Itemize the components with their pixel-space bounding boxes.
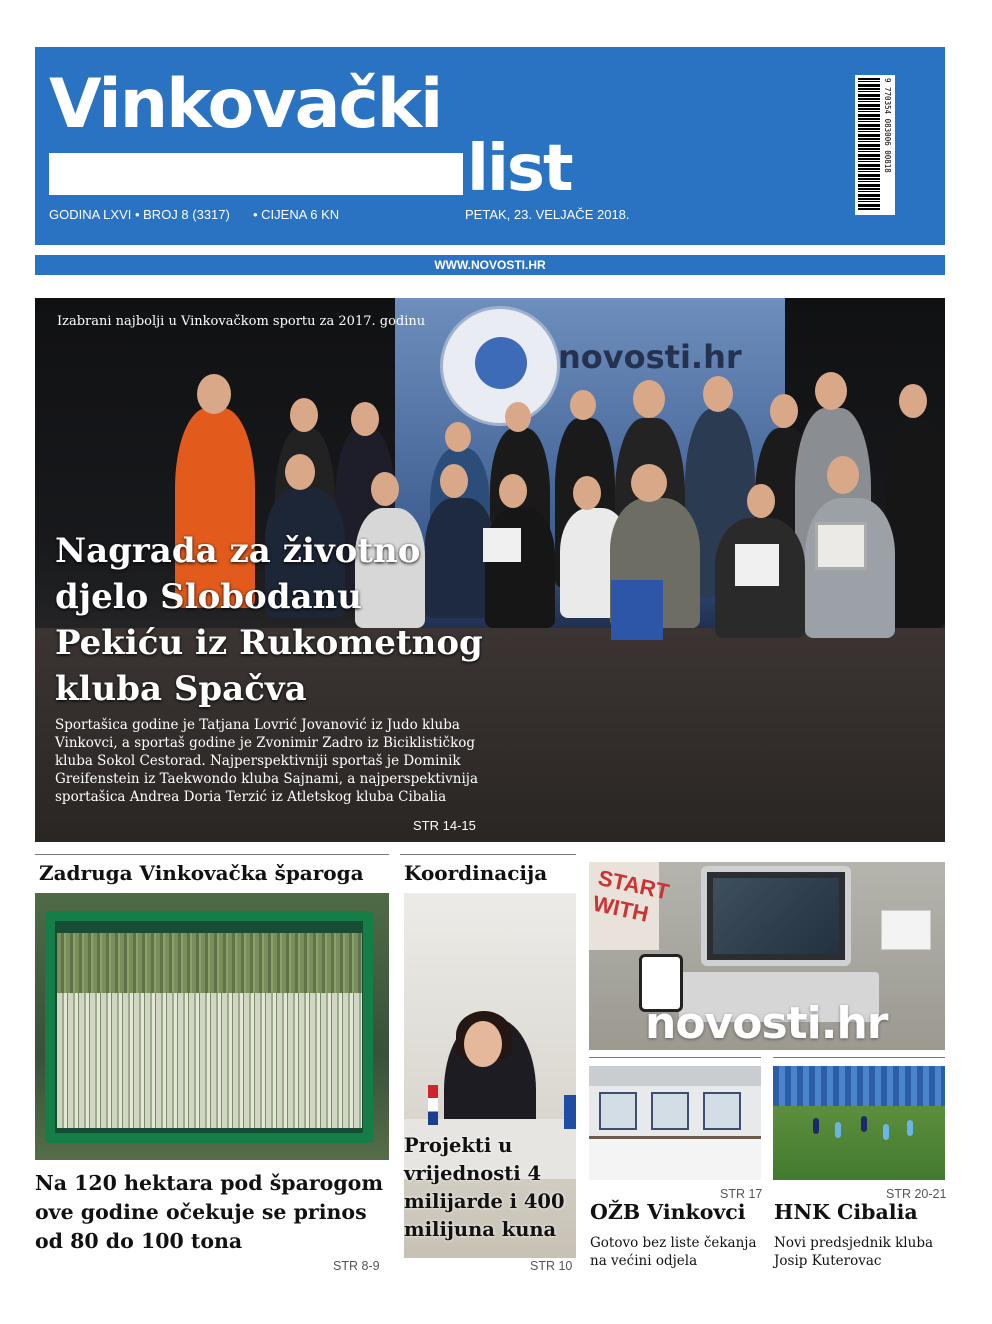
cibalia-divider [773,1057,945,1058]
ozb-headline[interactable]: OŽB Vinkovci [590,1200,746,1224]
hero-headline[interactable]: Nagrada za životno djelo Slobodanu Pekiću iz Rukometnog kluba Spačva [55,531,483,709]
asparagus-tips [57,933,362,993]
masthead-white-bar [49,153,463,195]
player [813,1118,819,1134]
book-cover [589,862,672,950]
price-info: • CIJENA 6 KN [253,207,340,222]
barcode-digits: 9 770354 083006 00818 [883,78,892,173]
croatian-flag-icon [428,1085,438,1125]
speaker-face [464,1021,502,1067]
ceiling [589,1066,761,1086]
zadruga-page-ref: STR 8-9 [333,1259,380,1273]
newspaper-title-list: list [467,132,572,206]
hospital-counter-photo [589,1066,761,1180]
hero-summary: Sportašica godine je Tatjana Lovrić Jovanović iz Judo kluba Vinkovci, a sportaš godine je Zvonimir Zadro iz Biciklističkog kluba Sokol Cestorad. Najperspektivniji sportaš je Dominik Greifenstein iz Taekwondo kluba Sajnami, a najperspektivnija sportašica Andrea Doria Terzić iz Atletskog kluba Cibalia [55,717,479,805]
laptop-icon [701,866,851,966]
cibalia-headline[interactable]: HNK Cibalia [774,1200,918,1224]
stadium-stand [773,1066,945,1106]
reception-counter [589,1136,761,1180]
website-url[interactable]: WWW.NOVOSTI.HR [434,258,546,272]
hero-story[interactable] [35,298,945,842]
newspaper-title: Vinkovački [49,65,442,144]
masthead [35,47,945,245]
counter-window [599,1092,637,1130]
hero-photo-caption: Izabrani najbolji u Vinkovačkom sportu za 2017. godinu [57,314,426,329]
cibalia-page-ref: STR 20-21 [886,1187,947,1201]
counter-window [703,1092,741,1130]
eu-flag-icon [564,1095,576,1129]
football-match-photo [773,1066,945,1180]
ozb-divider [589,1057,761,1058]
asparagus-crate-photo [35,893,389,1160]
cibalia-subheadline: Novi predsjednik kluba Josip Kuterovac [774,1235,934,1269]
section-title-koordinacija: Koordinacija [400,854,576,885]
issue-date: PETAK, 23. VELJAČE 2018. [465,207,630,222]
zadruga-headline[interactable]: Na 120 hektara pod šparogom ove godine očekuje se prinos od 80 do 100 tona [35,1171,384,1253]
koordinacija-headline[interactable]: Projekti u vrijednosti 4 milijarde i 400 milijuna kuna [404,1134,565,1241]
barcode [855,75,895,215]
backdrop-novosti-logo: novosti.hr [558,338,742,376]
ozb-subheadline: Gotovo bez liste čekanja na većini odjela [590,1235,757,1269]
koordinacija-page-ref: STR 10 [530,1259,573,1273]
counter-window [651,1092,689,1130]
player [861,1116,867,1132]
player [883,1124,889,1140]
website-url-bar[interactable] [35,255,945,275]
section-title-zadruga: Zadruga Vinkovačka šparoga [35,854,389,885]
business-cards [881,910,931,950]
issue-info: GODINA LXVI • BROJ 8 (3317) [49,207,230,222]
ozb-page-ref: STR 17 [720,1187,763,1201]
player [907,1120,913,1136]
pitch [773,1106,945,1180]
novosti-wordmark: novosti.hr [645,998,888,1049]
hero-page-ref: STR 14-15 [413,818,476,833]
barcode-bars [858,78,880,210]
sports-association-logo [440,306,560,426]
laptop-screen [713,878,839,954]
player [835,1122,841,1138]
novosti-promo-banner[interactable] [589,862,945,1050]
book-cover-text: START WITH [590,865,672,927]
